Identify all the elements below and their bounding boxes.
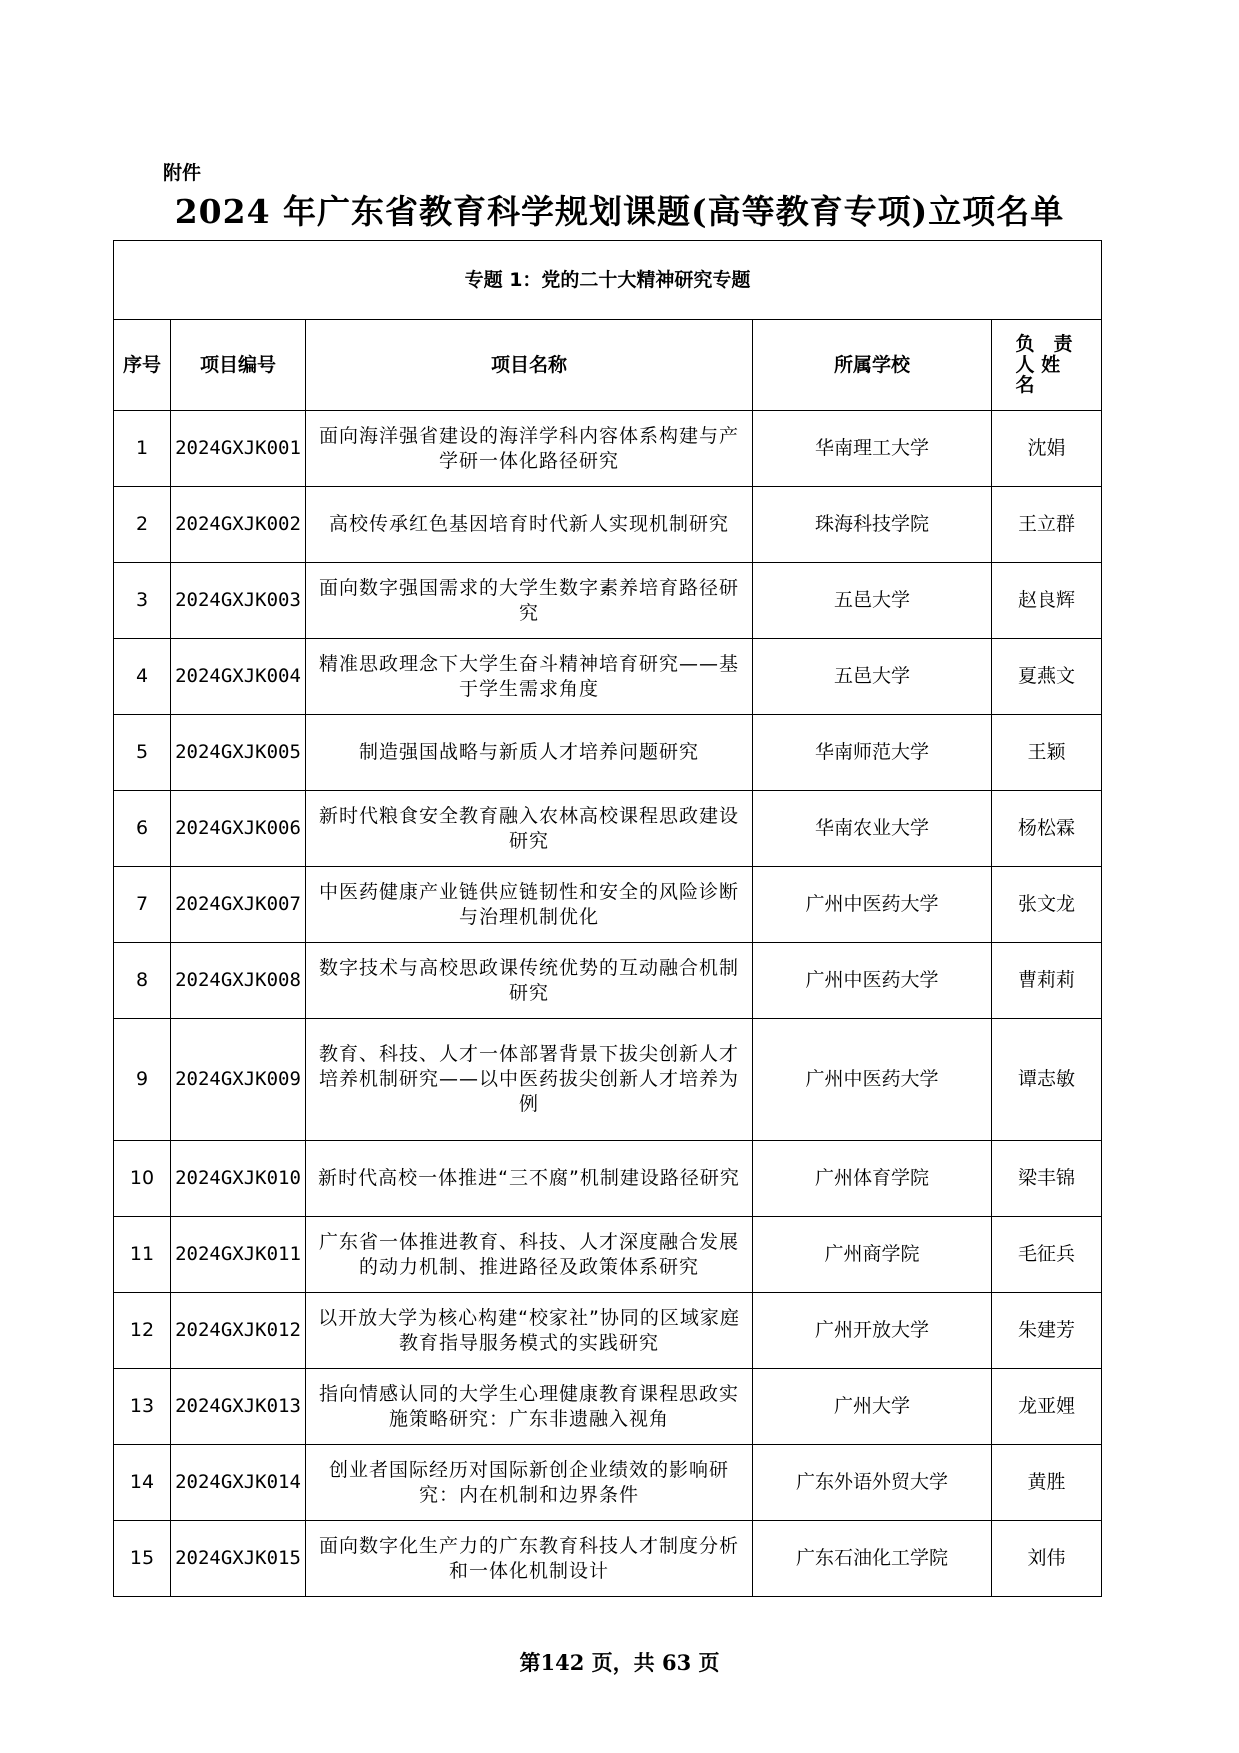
header-leader-text: 负 责 人 姓 名	[1015, 332, 1073, 397]
row-project-name: 面向数字强国需求的大学生数字素养培育路径研究	[306, 563, 753, 639]
section-row	[114, 241, 1102, 320]
row-code: 2024GXJK009	[171, 1019, 306, 1141]
row-code: 2024GXJK013	[171, 1369, 306, 1445]
row-project-name: 新时代高校一体推进“三不腐”机制建设路径研究	[306, 1141, 753, 1217]
row-code: 2024GXJK014	[171, 1445, 306, 1521]
row-code: 2024GXJK004	[171, 639, 306, 715]
table-row	[114, 1369, 1102, 1445]
page-footer: 第142 页，共 63 页	[519, 1650, 720, 1675]
row-project-name: 中医药健康产业链供应链韧性和安全的风险诊断与治理机制优化	[306, 867, 753, 943]
row-project-name: 面向海洋强省建设的海洋学科内容体系构建与产学研一体化路径研究	[306, 411, 753, 487]
row-project-name: 教育、科技、人才一体部署背景下拔尖创新人才培养机制研究——以中医药拔尖创新人才培养为例	[306, 1019, 753, 1141]
row-seq: 9	[114, 1019, 171, 1141]
row-school: 广州商学院	[753, 1217, 992, 1293]
row-code: 2024GXJK007	[171, 867, 306, 943]
row-school: 广东外语外贸大学	[753, 1445, 992, 1521]
row-leader: 刘伟	[992, 1521, 1102, 1597]
row-school: 广州大学	[753, 1369, 992, 1445]
row-school: 华南理工大学	[753, 411, 992, 487]
row-leader: 沈娟	[992, 411, 1102, 487]
header-row	[114, 320, 1102, 411]
row-seq: 8	[114, 943, 171, 1019]
table-row	[114, 1141, 1102, 1217]
row-school: 广州体育学院	[753, 1141, 992, 1217]
table-row	[114, 1293, 1102, 1369]
row-seq: 15	[114, 1521, 171, 1597]
row-project-name: 面向数字化生产力的广东教育科技人才制度分析和一体化机制设计	[306, 1521, 753, 1597]
row-project-name: 数字技术与高校思政课传统优势的互动融合机制研究	[306, 943, 753, 1019]
row-code: 2024GXJK015	[171, 1521, 306, 1597]
table-body	[114, 241, 1102, 1597]
row-leader: 杨松霖	[992, 791, 1102, 867]
row-leader: 朱建芳	[992, 1293, 1102, 1369]
row-school: 广州中医药大学	[753, 1019, 992, 1141]
row-code: 2024GXJK011	[171, 1217, 306, 1293]
header-leader	[992, 320, 1102, 411]
row-seq: 5	[114, 715, 171, 791]
row-code: 2024GXJK003	[171, 563, 306, 639]
row-code: 2024GXJK001	[171, 411, 306, 487]
row-leader: 赵良辉	[992, 563, 1102, 639]
row-school: 五邑大学	[753, 563, 992, 639]
row-code: 2024GXJK008	[171, 943, 306, 1019]
row-leader: 王立群	[992, 487, 1102, 563]
row-seq: 14	[114, 1445, 171, 1521]
row-project-name: 创业者国际经历对国际新创企业绩效的影响研究：内在机制和边界条件	[306, 1445, 753, 1521]
row-seq: 1	[114, 411, 171, 487]
row-school: 广州中医药大学	[753, 867, 992, 943]
row-project-name: 新时代粮食安全教育融入农林高校课程思政建设研究	[306, 791, 753, 867]
row-leader: 夏燕文	[992, 639, 1102, 715]
header-school: 所属学校	[753, 320, 992, 411]
row-code: 2024GXJK012	[171, 1293, 306, 1369]
table-row	[114, 639, 1102, 715]
table-row	[114, 563, 1102, 639]
document-title: 2024 年广东省教育科学规划课题(高等教育专项)立项名单	[174, 192, 1065, 231]
row-leader: 曹莉莉	[992, 943, 1102, 1019]
row-leader: 张文龙	[992, 867, 1102, 943]
table-row	[114, 1019, 1102, 1141]
header-name: 项目名称	[306, 320, 753, 411]
header-code: 项目编号	[171, 320, 306, 411]
row-leader: 梁丰锦	[992, 1141, 1102, 1217]
row-leader: 龙亚娌	[992, 1369, 1102, 1445]
row-leader: 黄胜	[992, 1445, 1102, 1521]
row-seq: 7	[114, 867, 171, 943]
table-row	[114, 487, 1102, 563]
row-code: 2024GXJK010	[171, 1141, 306, 1217]
row-seq: 3	[114, 563, 171, 639]
table-row	[114, 867, 1102, 943]
table-row	[114, 1521, 1102, 1597]
row-project-name: 高校传承红色基因培育时代新人实现机制研究	[306, 487, 753, 563]
row-school: 华南农业大学	[753, 791, 992, 867]
row-project-name: 以开放大学为核心构建“校家社”协同的区域家庭教育指导服务模式的实践研究	[306, 1293, 753, 1369]
row-code: 2024GXJK005	[171, 715, 306, 791]
section-title: 专题 1：党的二十大精神研究专题	[114, 241, 1102, 320]
row-seq: 10	[114, 1141, 171, 1217]
row-project-name: 制造强国战略与新质人才培养问题研究	[306, 715, 753, 791]
row-leader: 毛征兵	[992, 1217, 1102, 1293]
row-seq: 13	[114, 1369, 171, 1445]
row-seq: 12	[114, 1293, 171, 1369]
attachment-label: 附件	[163, 162, 202, 184]
row-school: 珠海科技学院	[753, 487, 992, 563]
row-leader: 王颖	[992, 715, 1102, 791]
row-seq: 6	[114, 791, 171, 867]
row-school: 广州开放大学	[753, 1293, 992, 1369]
project-table	[113, 240, 1102, 1597]
row-leader: 谭志敏	[992, 1019, 1102, 1141]
row-school: 广东石油化工学院	[753, 1521, 992, 1597]
table-row	[114, 1445, 1102, 1521]
row-code: 2024GXJK002	[171, 487, 306, 563]
row-school: 五邑大学	[753, 639, 992, 715]
row-seq: 2	[114, 487, 171, 563]
row-code: 2024GXJK006	[171, 791, 306, 867]
row-project-name: 精准思政理念下大学生奋斗精神培育研究——基于学生需求角度	[306, 639, 753, 715]
row-project-name: 广东省一体推进教育、科技、人才深度融合发展的动力机制、推进路径及政策体系研究	[306, 1217, 753, 1293]
row-seq: 4	[114, 639, 171, 715]
table-row	[114, 715, 1102, 791]
table-row	[114, 943, 1102, 1019]
row-school: 华南师范大学	[753, 715, 992, 791]
table-row	[114, 791, 1102, 867]
row-seq: 11	[114, 1217, 171, 1293]
table-row	[114, 411, 1102, 487]
table-row	[114, 1217, 1102, 1293]
row-school: 广州中医药大学	[753, 943, 992, 1019]
row-project-name: 指向情感认同的大学生心理健康教育课程思政实施策略研究：广东非遗融入视角	[306, 1369, 753, 1445]
header-seq: 序号	[114, 320, 171, 411]
